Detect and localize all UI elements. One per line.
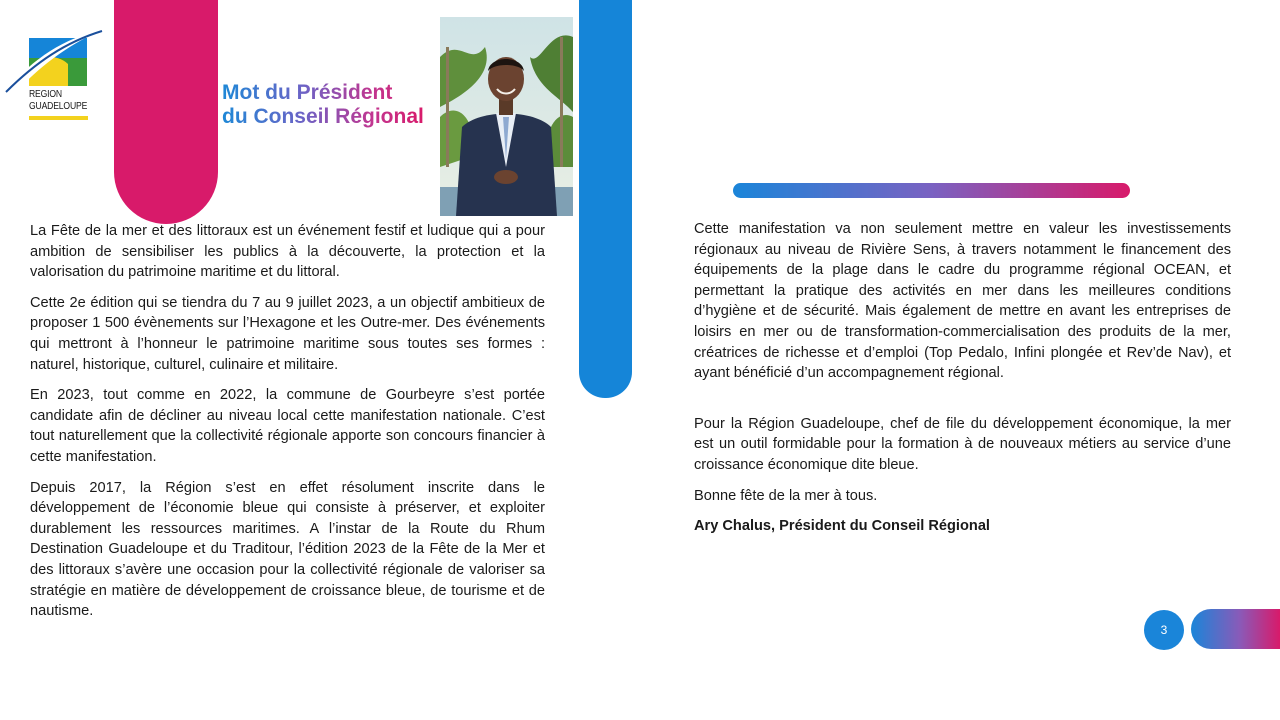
paragraph: Pour la Région Guadeloupe, chef de file du développement économique, la mer est un outil formidable pour la formation à de nouveaux métiers au service d’une croissance économique dite bleue. bbox=[694, 415, 1231, 473]
gradient-divider bbox=[733, 183, 1130, 198]
corner-gradient-tab bbox=[1191, 609, 1280, 649]
page-number: 3 bbox=[1160, 623, 1168, 637]
blue-decorative-bar bbox=[579, 0, 632, 398]
president-photo bbox=[440, 17, 573, 216]
paragraph: Depuis 2017, la Région s’est en effet résolument inscrite dans le développement de l’économie bleue qui consiste à préserver, et exploiter durablement les ressources maritimes. A l’instar de la Route du Rhum Destination Guadeloupe et du Traditour, l’édition 2023 de la Fête de la Mer et des littoraux s’avère une occasion pour la collectivité régionale de valoriser sa stratégie en matière de développement de croissance bleue, de tourisme et de nautisme. bbox=[30, 479, 545, 620]
logo-text bbox=[29, 88, 87, 112]
pink-decorative-bar bbox=[114, 0, 218, 224]
title-line-1: Mot du Président bbox=[222, 81, 424, 105]
page-number-badge bbox=[1144, 610, 1184, 650]
title-line-2: du Conseil Régional bbox=[222, 105, 424, 128]
paragraph: En 2023, tout comme en 2022, la commune de Gourbeyre s’est portée candidate afin de décliner au niveau local cette manifestation nationale. C’est tout naturellement que la collectivité régionale apporte son concours financier à cette manifestation. bbox=[30, 387, 545, 465]
page-title bbox=[222, 81, 424, 129]
paragraph: La Fête de la mer et des littoraux est un événement festif et ludique qui a pour ambition de sensibiliser les publics à la découverte, la protection et la valorisation du patrimoine maritime et du littoral. bbox=[30, 223, 545, 281]
paragraph: Cette manifestation va non seulement mettre en valeur les investissements régionaux au niveau de Rivière Sens, à travers notamment le financement des équipements de la plage dans le cadre du programme régional OCEAN, et permettant la pratique des activités en mer dans les meilleures conditions d’hygiène et de sécurité. Mais également de mettre en avant les entreprises de loisirs en mer ou de transformation-commercialisation des produits de la mer, créatrices de richesse et d’emploi (Top Pedalo, Infini plongée et Rev’de Nav), et ayant bénéficié d’un accompagnement régional. bbox=[694, 221, 1231, 382]
right-text-column bbox=[694, 219, 1231, 547]
logo-underline bbox=[29, 116, 88, 120]
logo-text-line1: REGION bbox=[29, 88, 62, 100]
left-text-column bbox=[30, 221, 545, 632]
signature: Ary Chalus, Président du Conseil Régional bbox=[694, 518, 990, 535]
logo-text-line2: GUADELOUPE bbox=[29, 100, 88, 112]
president-portrait-image bbox=[440, 17, 573, 216]
paragraph: Bonne fête de la mer à tous. bbox=[694, 487, 878, 504]
paragraph: Cette 2e édition qui se tiendra du 7 au 9 juillet 2023, a un objectif ambitieux de proposer 1 500 évènements sur l’Hexagone et les Outre-mer. Des événements qui mettront à l’honneur le patrimoine maritime sous toutes ses formes : naturel, historique, culturel, culinaire et militaire. bbox=[30, 294, 545, 373]
